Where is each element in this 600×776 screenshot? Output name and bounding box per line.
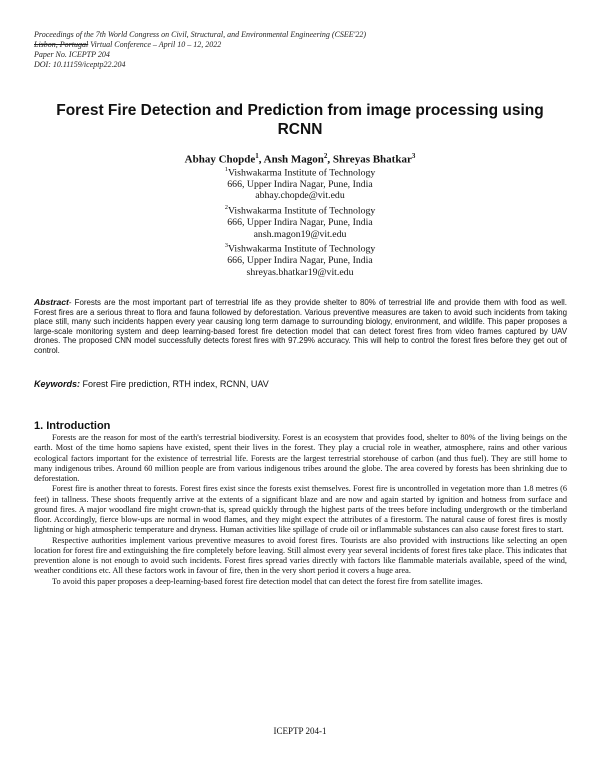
author-sup: 1: [255, 152, 259, 160]
affiliation-email: shreyas.bhatkar19@vit.edu: [246, 266, 354, 278]
affiliation-address: 666, Upper Indira Nagar, Pune, India: [227, 216, 373, 228]
affiliation-institute: $^1$Vishwakarma Institute of Technology: [224, 166, 376, 179]
introduction-body: [34, 433, 567, 587]
keywords-label: Keywords:: [34, 379, 81, 389]
affiliation-address: 666, Upper Indira Nagar, Pune, India: [227, 178, 373, 190]
affiliation-sup: 1: [224, 166, 228, 173]
header-doi: DOI: 10.11159/iceptp22.204: [34, 60, 126, 69]
author-name: Shreyas Bhatkar: [332, 153, 412, 166]
body-paragraph: Forests are the reason for most of the earth's terrestrial biodiversity. Forest is an ecosystem that provides food, shelter to 80% of the living beings on the earth. Most of the time homo sapiens have existed, spent their lives in the forest. They play a crucial role in weather, atmosphere, rains and other various ecological factors important for the existence of terrestrial life. Forests are the largest terrestrial storehouse of carbon (and thus fuel). They are still home to many indigenous tribes. Around 60 million people are from various indigenous tribes around the globe. The area covered by forests has been shrinking due to deforestation.: [34, 433, 567, 483]
keywords-text: Forest Fire prediction, RTH index, RCNN, UAV: [80, 379, 269, 389]
author-list: Abhay Chopde$^1$, Ansh Magon$^2$, Shreyas Bhatkar$^3$: [184, 152, 416, 166]
affiliations: [0, 164, 600, 278]
body-paragraph: Forest fire is another threat to forests. Forest fires exist since the forests exist themselves. Forest fire is uncontrolled in vegetation more than 1.8 metres (6 feet) in tallness. These shoots frequently arrive at the extents of a significant blaze and are now and again started by ignition and hotness from surface and ground fires. A major woodland fire might crown-that is, spread quickly through the highest parts of the trees before including undergrowth or the timberland floor. Accordingly, fierce blow-ups are normal in wood flames, and they might expect the attributes of a firestorm. The natural cause of forest fires is mostly lightning or high atmospheric temperature and dryness. Human activities like spillage of crude oil or inflammable substances can also cause forest fires to start.: [34, 484, 567, 535]
affiliation-email: ansh.magon19@vit.edu: [253, 228, 347, 240]
abstract-label: Abstract: [34, 297, 69, 307]
affiliation-sup: 2: [224, 204, 228, 212]
author-name: Ansh Magon: [263, 153, 324, 166]
header-line-2: [34, 40, 366, 50]
header-conference: Virtual Conference – April 10 – 12, 2022: [88, 40, 222, 49]
affiliation-institute: $^3$Vishwakarma Institute of Technology: [224, 242, 376, 255]
affiliation-institute: $^2$Vishwakarma Institute of Technology: [224, 204, 376, 217]
affiliation-email: abhay.chopde@vit.edu: [255, 190, 345, 202]
header-paper-number: Paper No. ICEPTP 204: [34, 50, 110, 59]
page-footer: ICEPTP 204-1: [273, 726, 327, 736]
abstract: [34, 298, 567, 356]
author-sup: 3: [411, 152, 416, 160]
body-paragraph: To avoid this paper proposes a deep-learning-based forest fire detection model that can detect the forest fire from satellite images.: [52, 576, 483, 586]
affiliation-sup: 3: [224, 242, 228, 250]
header-line-1: Proceedings of the 7th World Congress on Civil, Structural, and Environmental Engineering (CSEE'22): [34, 30, 367, 39]
section-heading: 1. Introduction: [34, 420, 111, 432]
body-paragraph: Respective authorities implement various preventive measures to avoid forest fires. Tourists are also provided with instructions like selecting an open location for forest fire and extinguishing the fire completely before leaving. Still almost every year several incidents of forest fires take place. This indicates that prevention alone is not enough to avoid such incidents. Forest fires spread varies directly with factors like flammable materials available, speed of the wind, weather conditions etc. All these factors work in favour of fire, then in the very short period it covers a huge area.: [34, 535, 567, 576]
keywords: [34, 379, 567, 389]
proceedings-header: [34, 30, 366, 70]
affiliation-address: 666, Upper Indira Nagar, Pune, India: [227, 254, 373, 266]
abstract-text: - Forests are the most important part of terrestrial life as they provide shelter to 80% of terrestrial life and provide them with food as well. Forest fires are a serious threat to flora and fauna followed by deforestation. Various preventive measures are taken to avoid such incidents from taking place still, many such incidents happen every year causing long term damage to surrounding biology, environment, and wildlife. This paper proposes a large-scale monitoring system and deep learning-based forest fire detection model that can detect forest fires from video frames captured by UAV drones. The proposed CNN model successfully detects forest fires with 97.29% accuracy. This will help to control the forest fires before they get out of control.: [34, 298, 567, 355]
paper-title: Forest Fire Detection and Prediction from image processing using RCNN: [56, 102, 544, 138]
author-name: Abhay Chopde: [184, 153, 256, 166]
header-struck-location: Lisbon, Portugal: [34, 40, 89, 49]
author-sup: 2: [323, 152, 328, 160]
